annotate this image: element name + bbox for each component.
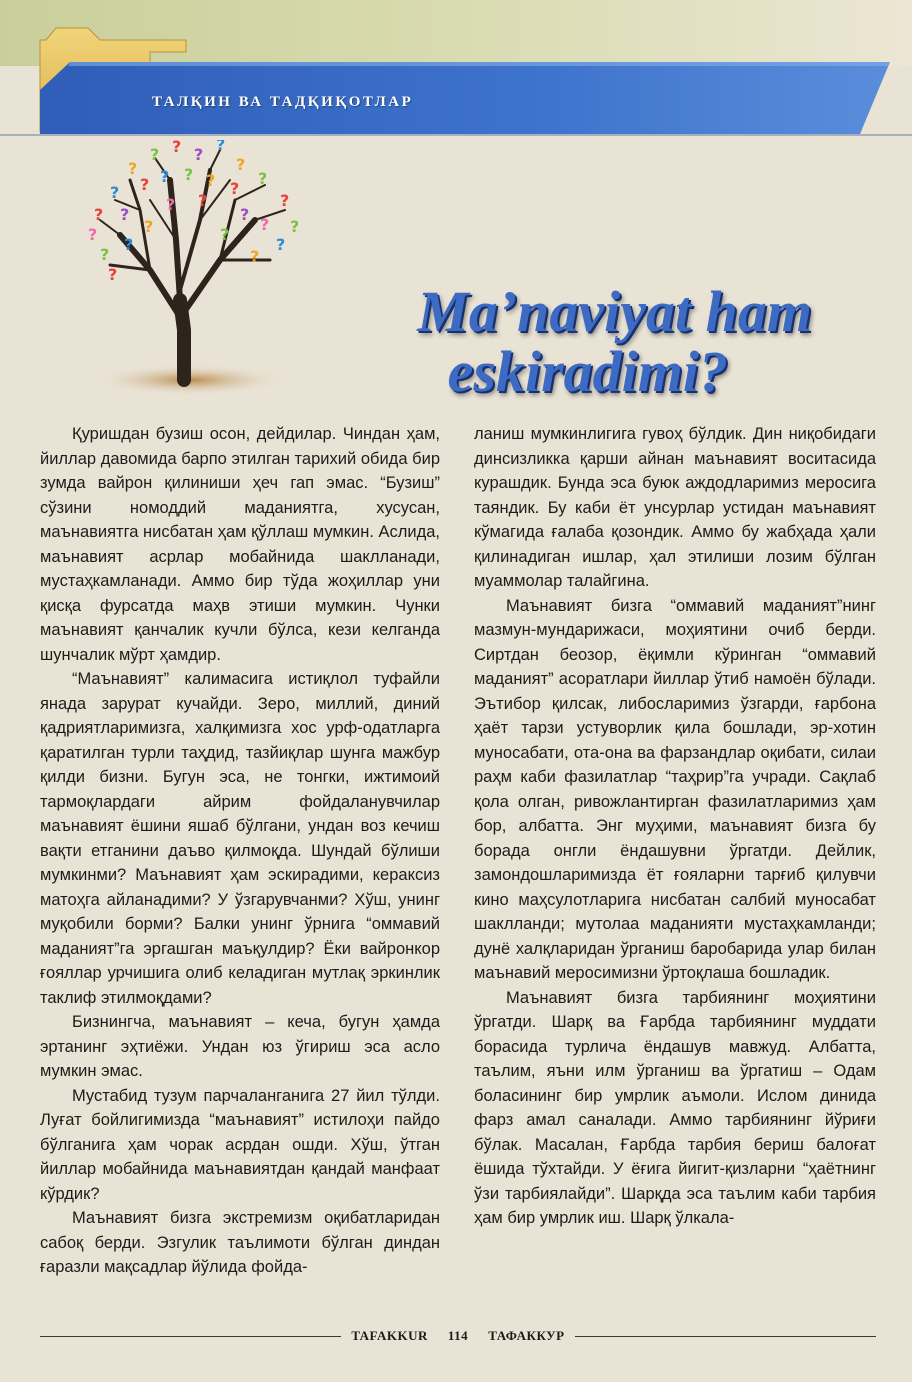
svg-text:?: ? <box>250 247 260 266</box>
svg-text:?: ? <box>260 215 270 234</box>
svg-text:?: ? <box>258 169 268 188</box>
footer-magazine-name-latin: TAFAKKUR <box>351 1328 428 1343</box>
svg-text:?: ? <box>160 167 170 186</box>
article-title-line-2: eskiradimi? <box>447 339 728 404</box>
svg-text:?: ? <box>220 225 230 244</box>
page-header <box>0 0 912 150</box>
svg-text:?: ? <box>230 179 240 198</box>
svg-text:?: ? <box>94 205 104 224</box>
paragraph: Маънавият бизга “оммавий маданият”нинг мазмун-мундарижаси, моҳиятини очиб берди. Сиртдан беозор, ёқимли кўринган “оммавий маданият” асоратлари йиллар ўтиб намоён бўлади. Эътибор қилсак, либосларимиз ўзгарди, ғарбона ҳаёт тарзи устуворлик қила бошлади, эр-хотин муносабати, ота-она ва фарзандлар оқибати, силаи раҳм каби фазилатлар “таҳрир”га учради. Сақлаб қола олган, ривожлантирган фазилатларимиз ҳам бор, албатта. Энг муҳими, маънавият бизга бу борада онгли ёндашувни ўргатди. Дейлик, замондошларимизда ёт ғояларни тарғиб қилувчи кино маҳсулотларига нисбатан салбий муносабат шаклланди; мутолаа маданияти мустаҳкамланди; дунё халқларидан ўрганиш баробарида улар билан маънавий меросимизни ўртоқлаша бошладик. <box>474 596 876 982</box>
svg-text:?: ? <box>120 205 130 224</box>
question-mark-tree-illustration <box>80 140 320 400</box>
paragraph-continued: ланиш мумкинлигига гувоҳ бўлдик. Дин ниқобидаги динсизликка қарши айнан маънавият воситасида курашдик. Бунда эса буюк аждодларимиз меросига таяндик. Бу каби ёт унсурлар устидан маънавият кўмагида ғалаба қозондик. Аммо бу жабҳада ҳали қилинадиган ишлар, ҳал этилиши лозим бўлган муаммолар талайгина. <box>474 425 876 590</box>
svg-text:?: ? <box>124 235 134 254</box>
page-footer <box>40 1326 876 1346</box>
section-title: ТАЛҚИН ВА ТАДҚИҚОТЛАР <box>152 94 414 110</box>
page-number: 114 <box>447 1328 469 1343</box>
svg-text:?: ? <box>216 140 226 154</box>
footer-magazine-name-cyrillic: ТАФАККУР <box>488 1328 565 1343</box>
svg-text:?: ? <box>198 191 208 210</box>
svg-text:?: ? <box>166 195 176 214</box>
svg-text:?: ? <box>236 155 246 174</box>
svg-text:?: ? <box>150 145 160 164</box>
article-title <box>332 279 812 404</box>
article-title-line-1: Ma’naviyat ham <box>417 279 812 344</box>
tree-icon <box>80 140 320 400</box>
svg-text:?: ? <box>108 265 118 284</box>
paragraph: Маънавият бизга экстремизм оқибатларидан сабоқ берди. Эзгулик таълимоти бўлган диндан ғаразли мақсадлар йўлида фойда- <box>40 1209 440 1276</box>
left-text-column <box>40 422 440 1280</box>
svg-text:?: ? <box>280 191 290 210</box>
svg-text:?: ? <box>290 217 300 236</box>
svg-text:?: ? <box>240 205 250 224</box>
header-band-graphic <box>0 0 912 150</box>
svg-text:?: ? <box>172 140 182 156</box>
svg-text:?: ? <box>194 145 204 164</box>
svg-text:?: ? <box>276 235 286 254</box>
svg-text:?: ? <box>206 171 216 190</box>
paragraph: “Маънавият” калимасига истиқлол туфайли янада зарурат кучайди. Зеро, миллий, диний қадриятларимизга, халқимизга хос урф-одатларга қаратилган турли таҳдид, тазйиқлар шунга мажбур қилди бизни. Бугун эса, не тонгки, ижтимоий тармоқлардаги айрим фойдаланувчилар маънавият ёшини яшаб бўлгани, ундан воз кечиш вақти етганини даъво қилмоқда. Шундай бўлиши мумкинми? Маънавият ҳам эскирадими, кераксиз матоҳга айланадими? У ўзгарувчанми? Хўш, унинг муқобили борми? Балки унинг ўрнига “оммавий маданият”га эргашган маъқулдир? Ёки вайронкор ғояллар урчишига олиб келадиган мутлақ эркинлик таклиф этилмоқдами? <box>40 670 440 1007</box>
paragraph: Қуришдан бузиш осон, дейдилар. Чиндан ҳам, йиллар давомида барпо этилган тарихий обида бир зумда вайрон қилиниши ҳеч гап эмас. “Бузиш” сўзини номоддий маданиятга, хусусан, маънавиятга нисбатан ҳам қўллаш мумкин. Аслида, маънавият асрлар мобайнида шаклланади, мустаҳкамланади. Аммо бир тўда жоҳиллар уни қисқа фурсатда маҳв этиши мумкин. Чунки маънавият қанчалик кучли бўлса, кези келганда шунчалик мўрт ҳамдир. <box>40 425 440 664</box>
svg-text:?: ? <box>184 165 194 184</box>
svg-text:?: ? <box>140 175 150 194</box>
right-text-column <box>474 422 876 1231</box>
svg-text:?: ? <box>128 159 138 178</box>
svg-text:?: ? <box>144 217 154 236</box>
paragraph: Бизнингча, маънавият – кеча, бугун ҳамда эртанинг эҳтиёжи. Ундан юз ўгириш эса асло мумкин эмас. <box>40 1013 440 1080</box>
svg-text:?: ? <box>110 183 120 202</box>
svg-text:?: ? <box>88 225 98 244</box>
paragraph: Маънавият бизга тарбиянинг моҳиятини ўргатди. Шарқ ва Ғарбда тарбиянинг муддати борасида турлича ёндашув мавжуд. Албатта, таълим, яъни илм ўрганиш ва ўргатиш – Одам боласининг бир умрлик аъмоли. Ислом динида фарз амал саналади. Аммо тарбиянинг йўриғи бўлак. Масалан, Ғарбда тарбия бериш балоғат ёшида тўхтайди. У ёғига йигит-қизларни “ҳаётнинг ўзи тарбиялайди”. Шарқда эса таълим каби тарбия ҳам бир умрлик иш. Шарқ ўлкала- <box>474 988 876 1227</box>
footer-rule-right <box>575 1336 876 1337</box>
footer-rule-left <box>40 1336 341 1337</box>
paragraph: Мустабид тузум парчаланганига 27 йил тўлди. Луғат бойлигимизда “маънавият” истилоҳи пайдо бўлганига ҳам чорак асрдан ошди. Хўш, ўтган йиллар мобайнида маънавиятдан қандай манфаат кўрдик? <box>40 1086 440 1203</box>
svg-text:?: ? <box>100 245 110 264</box>
